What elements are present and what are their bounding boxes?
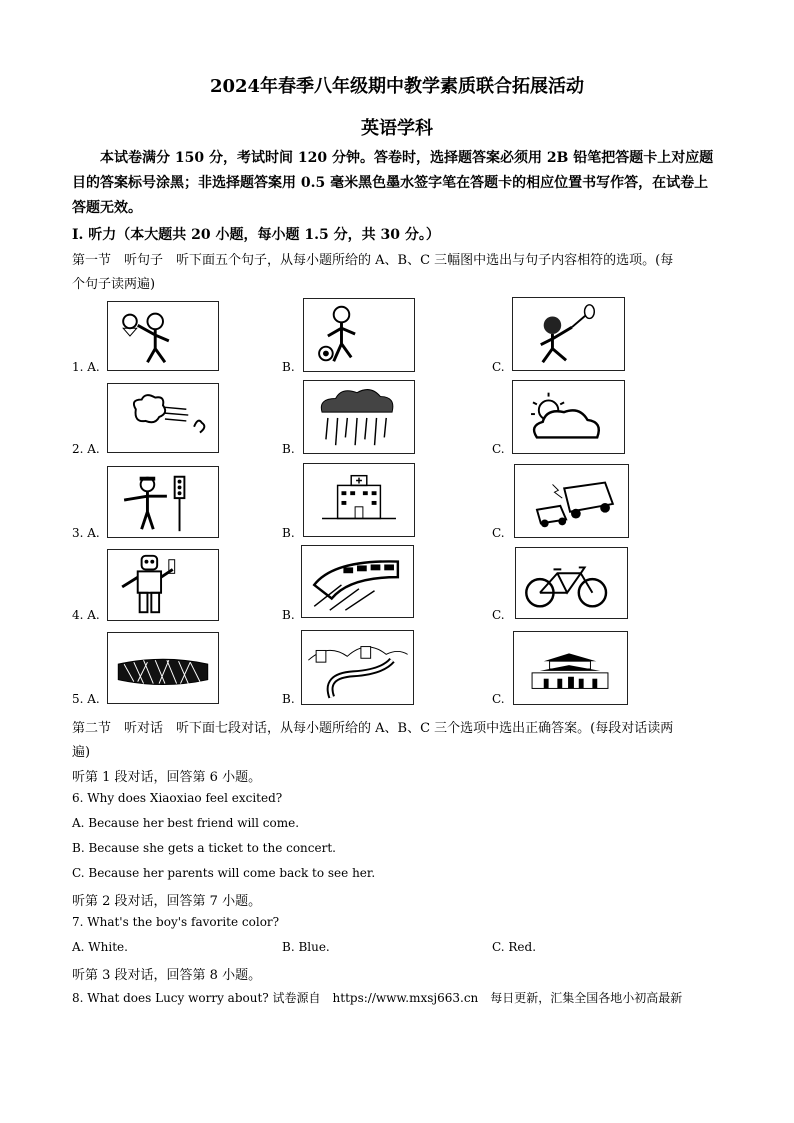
dialogue3-prompt: 听第 3 段对话，回答第 8 小题。: [72, 968, 262, 983]
birds-nest-stadium-icon[interactable]: [107, 632, 219, 704]
part1-instruction-line1: 第一节 听句子 听下面五个句子，从每小题所给的 A、B、C 三幅图中选出与句子内容相符的选项。(每: [72, 253, 674, 268]
exam-instructions: 本试卷满分 150 分，考试时间 120 分钟。答卷时，选择题答案必须用 2B 铅笔把答题卡上对应题目的答案标号涂黑；非选择题答案用 0.5 毫米黑色墨水签字笔在答题卡的相应位置书写作答，在试卷上答题无效。: [72, 150, 714, 216]
great-wall-icon[interactable]: [301, 630, 414, 705]
q3-label-c: C.: [492, 526, 505, 540]
q8-text: 8. What does Lucy worry about? 试卷源自 https://www.mxsj663.cn 每日更新，汇集全国各地小初高最新: [72, 991, 683, 1005]
q3-label-b: B.: [282, 526, 295, 540]
hospital-icon[interactable]: [303, 463, 415, 537]
q6-option-c[interactable]: C. Because her parents will come back to see her.: [72, 866, 376, 880]
dialogue2-prompt: 听第 2 段对话，回答第 7 小题。: [72, 894, 262, 909]
part1-instruction-line2: 个句子读两遍): [72, 277, 156, 292]
q7-option-c[interactable]: C. Red.: [492, 940, 537, 954]
sun-cloud-icon[interactable]: [512, 380, 625, 454]
q7-option-b[interactable]: B. Blue.: [282, 940, 330, 954]
q1-label-a: 1. A.: [72, 360, 100, 374]
windy-icon[interactable]: [107, 383, 219, 453]
q6-option-b[interactable]: B. Because she gets a ticket to the concert.: [72, 841, 336, 855]
rainy-icon[interactable]: [303, 380, 415, 454]
badminton-player-icon[interactable]: [512, 297, 625, 371]
part2-instruction-line2: 遍): [72, 745, 91, 760]
q5-label-a: 5. A.: [72, 692, 100, 706]
tiananmen-icon[interactable]: [513, 631, 628, 705]
q6-option-a[interactable]: A. Because her best friend will come.: [72, 816, 300, 830]
q6-text: 6. Why does Xiaoxiao feel excited?: [72, 791, 283, 805]
q7-text: 7. What's the boy's favorite color?: [72, 915, 280, 929]
basketball-player-icon[interactable]: [107, 301, 219, 371]
traffic-police-icon[interactable]: [107, 466, 219, 538]
q1-label-b: B.: [282, 360, 295, 374]
q5-label-c: C.: [492, 692, 505, 706]
q4-label-b: B.: [282, 608, 295, 622]
q2-label-a: 2. A.: [72, 442, 100, 456]
q7-option-a[interactable]: A. White.: [72, 940, 128, 954]
exam-title: 2024年春季八年级期中教学素质联合拓展活动: [209, 76, 585, 97]
q4-label-a: 4. A.: [72, 608, 100, 622]
q4-label-c: C.: [492, 608, 505, 622]
dialogue1-prompt: 听第 1 段对话，回答第 6 小题。: [72, 770, 262, 785]
subject-title: 英语学科: [361, 118, 433, 139]
q2-label-b: B.: [282, 442, 295, 456]
q2-label-c: C.: [492, 442, 505, 456]
q1-label-c: C.: [492, 360, 505, 374]
q5-label-b: B.: [282, 692, 295, 706]
listening-heading: I. 听力（本大题共 20 小题，每小题 1.5 分，共 30 分。）: [72, 227, 440, 243]
soccer-player-icon[interactable]: [303, 298, 415, 372]
q3-label-a: 3. A.: [72, 526, 100, 540]
robot-icon[interactable]: [107, 549, 219, 621]
part2-instruction-line1: 第二节 听对话 听下面七段对话，从每小题所给的 A、B、C 三个选项中选出正确答案。(每段对话读两: [72, 721, 674, 736]
car-accident-icon[interactable]: [514, 464, 629, 538]
train-icon[interactable]: [301, 545, 414, 618]
bicycle-icon[interactable]: [515, 547, 628, 619]
